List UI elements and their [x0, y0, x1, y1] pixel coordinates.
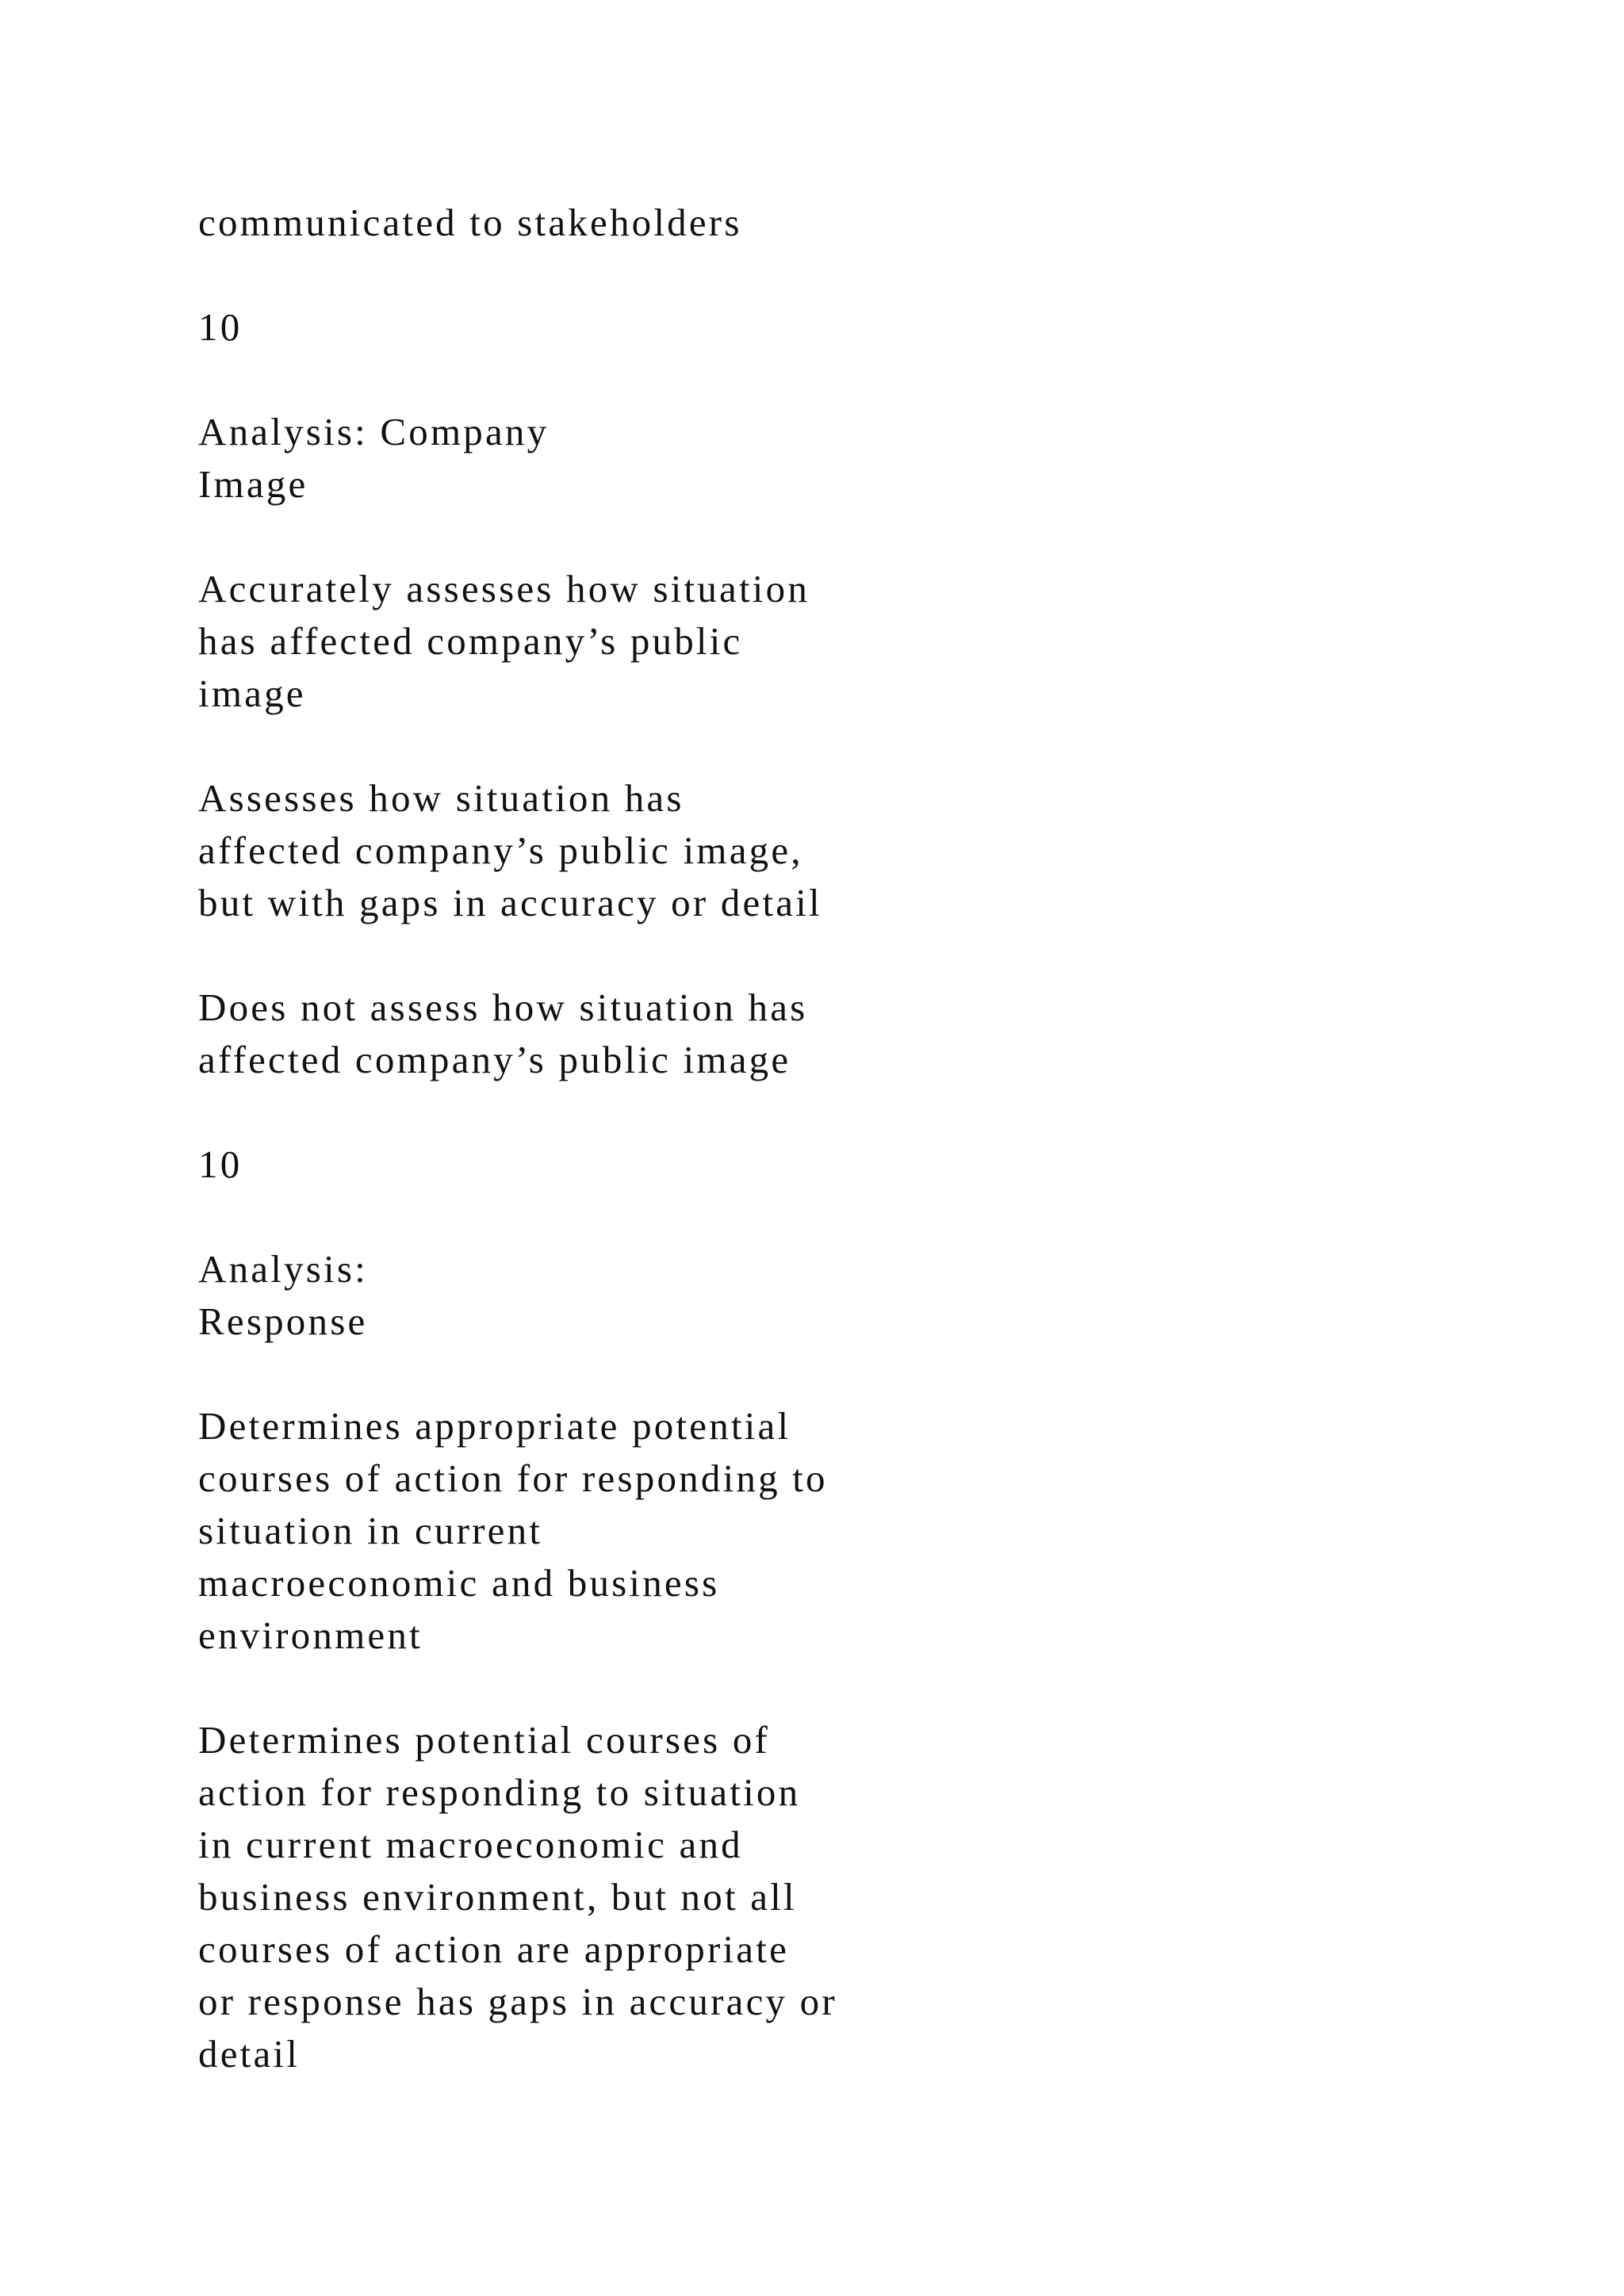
paragraph-proficient: Determines potential courses of action for responding to situation in current macroeconomic and business environment, but not all courses of action are appropriate or response has gaps in accuracy or detail: [198, 1718, 837, 2076]
paragraph-needs-improvement: Does not assess how situation has affected company’s public image: [198, 985, 808, 1081]
paragraph-exemplary: Accurately assesses how situation has affected company’s public image: [198, 567, 810, 715]
paragraph-points: 10: [198, 1142, 243, 1186]
paragraph-criterion-heading: Analysis: Response: [198, 1247, 368, 1343]
paragraph-criterion-heading: Analysis: Company Image: [198, 410, 550, 506]
text-column: [198, 197, 991, 2133]
paragraph-exemplary: Determines appropriate potential courses of action for responding to situation in current macroeconomic and business environment: [198, 1404, 828, 1657]
paragraph-points: 10: [198, 305, 243, 349]
paragraph-continuation: communicated to stakeholders: [198, 201, 742, 244]
paragraph-proficient: Assesses how situation has affected company’s public image, but with gaps in accuracy or detail: [198, 776, 822, 924]
